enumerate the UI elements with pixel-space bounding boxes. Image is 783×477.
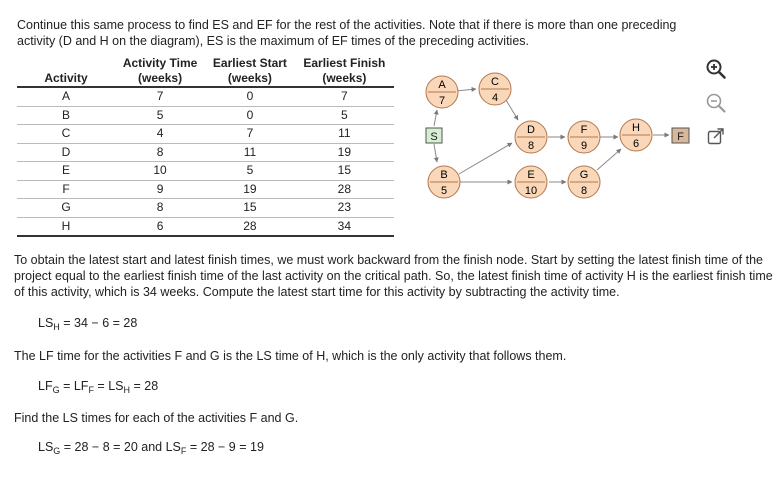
node-c xyxy=(479,73,511,105)
node-b-time: 5 xyxy=(440,185,448,197)
node-d-name: D xyxy=(527,124,535,136)
node-h-time: 6 xyxy=(632,138,640,150)
diagram-tools xyxy=(705,58,729,160)
node-d xyxy=(515,121,547,153)
node-a-name: A xyxy=(438,79,446,91)
node-h-name: H xyxy=(632,122,640,134)
table-row: D 8 11 19 xyxy=(17,143,394,162)
node-c-name: C xyxy=(491,76,499,88)
node-f-time: 9 xyxy=(580,140,588,152)
table-row: G 8 15 23 xyxy=(17,199,394,218)
header-earliest-finish: Earliest Finish (weeks) xyxy=(295,56,394,87)
arrow-g-h xyxy=(597,149,621,170)
header-activity-time: Activity Time (weeks) xyxy=(115,56,205,87)
arrow-s-a xyxy=(434,110,437,126)
node-e-time: 10 xyxy=(524,185,538,197)
open-external-icon[interactable] xyxy=(705,126,727,148)
table-row: E 10 5 15 xyxy=(17,162,394,181)
node-finish xyxy=(672,128,689,143)
project-network-diagram xyxy=(416,66,701,206)
zoom-in-icon[interactable] xyxy=(705,58,727,80)
node-f-name: F xyxy=(580,124,588,136)
arrow-c-d xyxy=(506,100,518,120)
intro-text: Continue this same process to find ES and EF for the rest of the activities. Note that if there is more than one preceding activity (D and H on the diagram), ES is the maximum of EF times of the preceding activities. xyxy=(17,18,677,48)
finish-node-label: F xyxy=(677,131,684,143)
node-b-name: B xyxy=(440,169,448,181)
node-g-name: G xyxy=(579,169,589,181)
activity-table xyxy=(17,56,394,237)
node-g-time: 8 xyxy=(580,185,588,197)
arrow-a-c xyxy=(456,89,476,91)
arrow-s-b xyxy=(434,144,437,162)
formula-lf-g-f: $LF_G = LF_F = LS_H = 28$ xyxy=(38,379,159,395)
paragraph-lf-fg: The LF time for the activities F and G is the LS time of H, which is the only activity that follows them. xyxy=(14,349,567,363)
header-earliest-start: Earliest Start (weeks) xyxy=(205,56,295,87)
node-e-name: E xyxy=(527,169,535,181)
paragraph-find-ls: Find the LS times for each of the activities F and G. xyxy=(14,411,299,425)
table-row: B 5 0 5 xyxy=(17,106,394,125)
formula-ls-h: $LS_H = 34 - 6 = 28$ xyxy=(38,316,138,332)
header-activity: Activity xyxy=(17,56,115,87)
formula-ls-g-f: $LS_G = 28 - 8 = 20$ and $LS_F = 28 - 9 = 19$ xyxy=(38,440,264,456)
node-f xyxy=(568,121,600,153)
node-c-time: 4 xyxy=(491,92,499,104)
table-row: C 4 7 11 xyxy=(17,125,394,144)
arrow-b-d xyxy=(459,143,512,174)
node-a xyxy=(426,76,458,108)
start-node-label: S xyxy=(430,131,438,143)
paragraph-latest-times: To obtain the latest start and latest finish times, we must work backward from the finish node. Start by setting the latest finish time of the project equal to the earliest finish time of the last activity on the critical path. So, the latest finish time of activity H is the earliest finish time of this activity, which is 34 weeks. Compute the latest start time for this activity by subtracting the activity time. xyxy=(14,253,773,299)
node-b xyxy=(428,166,460,198)
zoom-out-icon[interactable] xyxy=(705,92,727,114)
node-s xyxy=(426,128,442,143)
node-e xyxy=(515,166,547,198)
table-row: A 7 0 7 xyxy=(17,87,394,106)
table-row: F 9 19 28 xyxy=(17,180,394,199)
node-d-time: 8 xyxy=(527,140,535,152)
table-row: H 6 28 34 xyxy=(17,217,394,236)
node-g xyxy=(568,166,600,198)
node-a-time: 7 xyxy=(438,95,446,107)
node-h xyxy=(620,119,652,151)
table-header-row xyxy=(17,56,394,87)
